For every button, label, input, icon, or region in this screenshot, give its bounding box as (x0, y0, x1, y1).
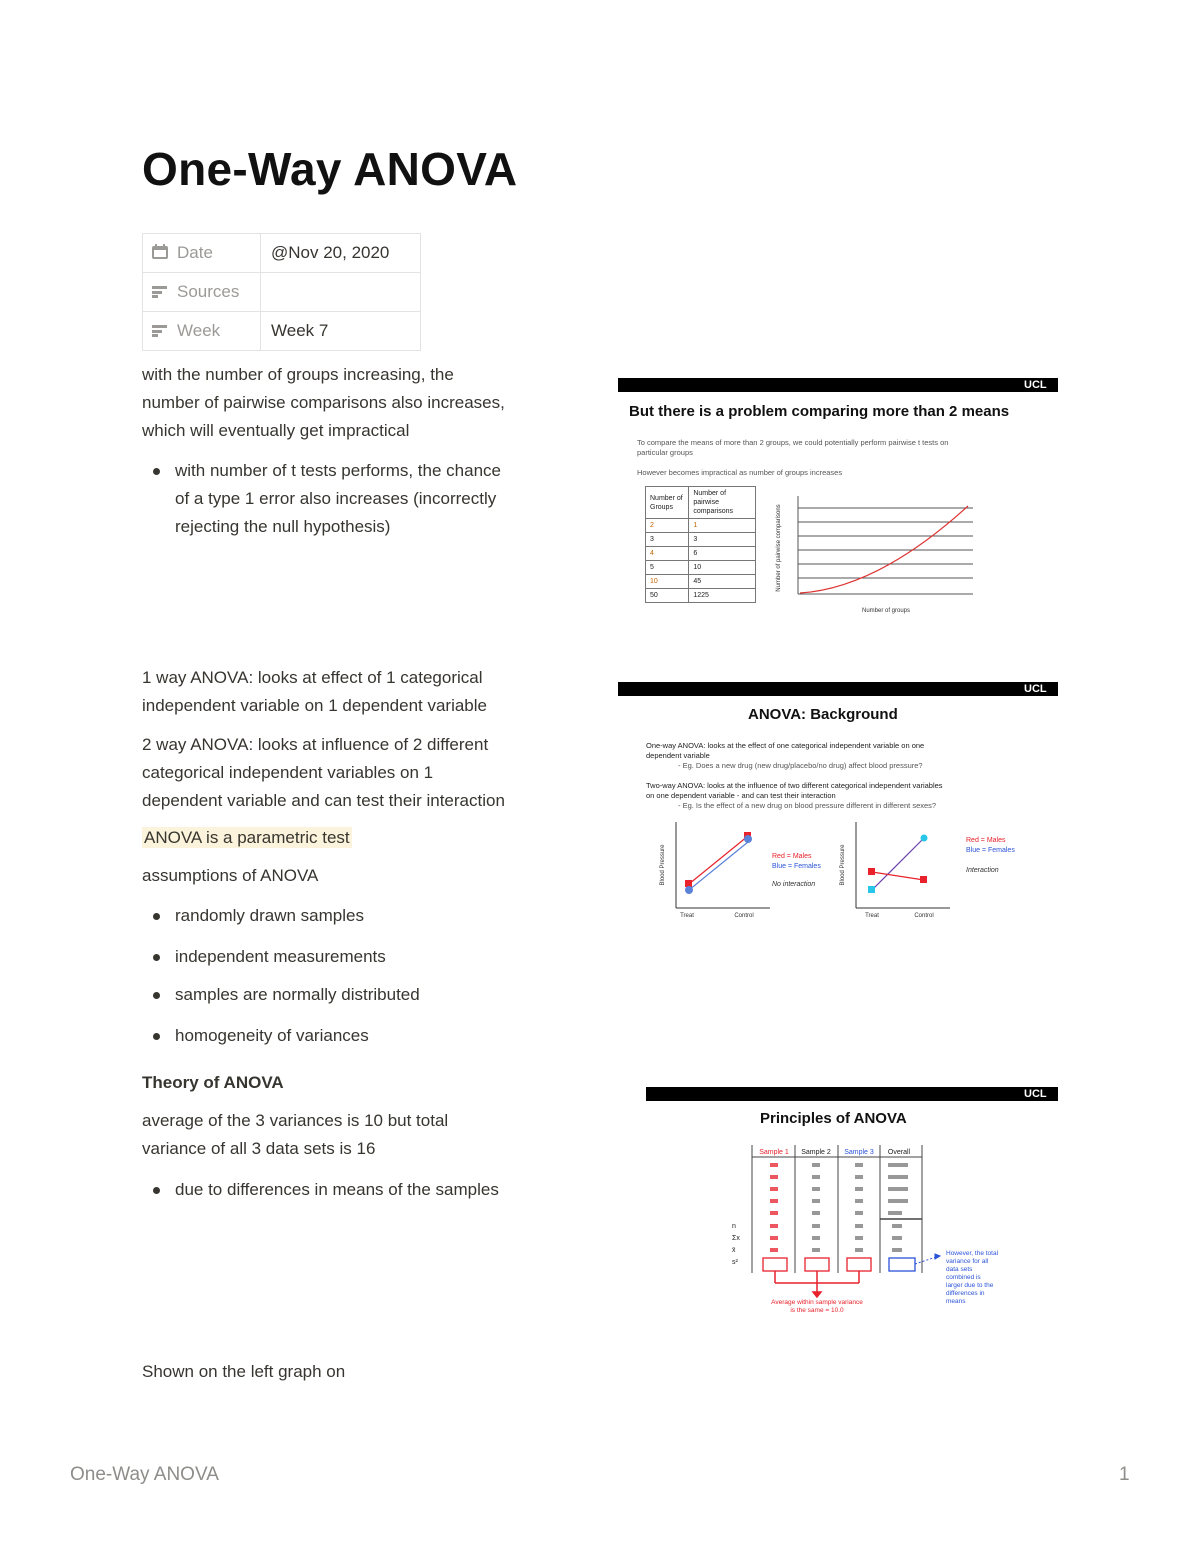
assumptions-heading: assumptions of ANOVA (142, 866, 319, 885)
calendar-icon (151, 244, 169, 260)
note-text: combined is (946, 1274, 981, 1281)
note-text: Average within sample variance (771, 1299, 863, 1306)
bullet-item: with number of t tests performs, the chance (175, 457, 501, 485)
property-value-date[interactable]: @Nov 20, 2020 (261, 234, 421, 273)
legend-text: Blue = Females (966, 847, 1015, 854)
page-title: One-Way ANOVA (142, 143, 518, 195)
plot-y-label: Blood Pressure (840, 844, 846, 886)
plot-x-tick: Control (734, 913, 754, 919)
slide-text: Two-way ANOVA: looks at the influence of two different categorical independent variables (646, 781, 943, 790)
slide-text: dependent variable (646, 751, 710, 760)
slide-text: - Eg. Is the effect of a new drug on blood pressure different in different sexes? (678, 801, 937, 810)
bullet-continuation: rejecting the null hypothesis) (175, 517, 391, 536)
table-cell: 1 (689, 519, 756, 533)
slide-header-bar (618, 682, 1058, 696)
row-label: n (732, 1223, 736, 1230)
bullet-item: randomly drawn samples (175, 902, 364, 930)
property-key-week (143, 312, 261, 351)
property-row-sources (143, 273, 421, 312)
interaction-plots (652, 820, 1052, 922)
paragraph-line: 2 way ANOVA: looks at influence of 2 different (142, 735, 489, 754)
property-key-label: Sources (177, 282, 240, 301)
row-label: Σx (732, 1235, 740, 1242)
slide-title: ANOVA: Background (748, 706, 898, 723)
bullet-item: independent measurements (175, 943, 386, 971)
slide-text: To compare the means of more than 2 groups, we could potentially perform pairwise t tests on (637, 438, 949, 447)
table-cell: 50 (646, 589, 689, 603)
section-heading: Theory of ANOVA (142, 1073, 284, 1092)
paragraph-line: categorical independent variables on 1 (142, 763, 434, 782)
note-text: variance for all (946, 1258, 989, 1265)
plot-y-label: Blood Pressure (660, 844, 666, 886)
table-cell: 45 (689, 575, 756, 589)
legend-text: No interaction (772, 881, 816, 888)
table-cell: 10 (646, 575, 689, 589)
slide-title: Principles of ANOVA (760, 1110, 907, 1127)
footer-title: One-Way ANOVA (70, 1464, 219, 1485)
table-cell: 1225 (689, 589, 756, 603)
table-cell: 3 (646, 533, 689, 547)
slide-text: However becomes impractical as number of groups increases (637, 468, 843, 477)
ucl-logo: UCL (1024, 683, 1047, 695)
legend-text: Interaction (966, 867, 999, 874)
table-header: Number of pairwise comparisons (689, 487, 756, 519)
property-key-sources (143, 273, 261, 312)
paragraph-line: independent variable on 1 dependent variable (142, 696, 487, 715)
sample-header: Overall (887, 1149, 911, 1156)
chart-x-label: Number of groups (861, 608, 911, 614)
slide-text: on one dependent variable - and can test their interaction (646, 791, 836, 800)
table-cell: 6 (689, 547, 756, 561)
table-cell: 10 (689, 561, 756, 575)
ucl-logo: UCL (1024, 1088, 1047, 1100)
property-value-week[interactable]: Week 7 (261, 312, 421, 351)
table-cell: 5 (646, 561, 689, 575)
property-value-sources[interactable] (261, 273, 421, 312)
note-text: is the same = 10.0 (790, 1307, 844, 1314)
highlighted-text-line (142, 824, 352, 852)
slide-text: One-way ANOVA: looks at the effect of one categorical independent variable on one (646, 741, 925, 750)
legend-text: Red = Males (772, 853, 812, 860)
note-text: data sets (946, 1266, 973, 1273)
text-lines-icon (151, 322, 169, 338)
sample-header: Sample 3 (844, 1149, 874, 1156)
slide-text: - Eg. Does a new drug (new drug/placebo/no drug) affect blood pressure? (678, 761, 923, 770)
paragraph-line: dependent variable and can test their interaction (142, 791, 505, 810)
property-row-week (143, 312, 421, 351)
row-label: s² (732, 1259, 738, 1266)
slide-image-principles (646, 1087, 1058, 1327)
chart-y-label: Number of pairwise comparisons (776, 504, 782, 592)
growth-chart (768, 488, 978, 616)
slide-text: particular groups (637, 448, 693, 457)
paragraph-line: Shown on the left graph on (142, 1362, 346, 1381)
highlighted-text: ANOVA is a parametric test (144, 828, 350, 847)
property-key-date (143, 234, 261, 273)
property-key-label: Date (177, 243, 213, 262)
slide-header-bar (618, 378, 1058, 392)
note-text: larger due to the (946, 1282, 994, 1289)
table-cell: 2 (646, 519, 689, 533)
page-number: 1 (1119, 1464, 1130, 1485)
note-text: differences in (946, 1290, 985, 1297)
table-header: Number of Groups (646, 487, 689, 519)
paragraph-line: which will eventually get impractical (142, 421, 410, 440)
legend-text: Blue = Females (772, 863, 821, 870)
paragraph-line: with the number of groups increasing, the (142, 365, 454, 384)
property-key-label: Week (177, 321, 221, 340)
sample-header: Sample 1 (759, 1149, 789, 1156)
bullet-item: due to differences in means of the samples (175, 1176, 499, 1204)
plot-x-tick: Treat (865, 913, 879, 919)
paragraph-line: variance of all 3 data sets is 16 (142, 1139, 376, 1158)
plot-x-tick: Control (914, 913, 934, 919)
slide-image-background (618, 682, 1058, 922)
property-row-date (143, 234, 421, 273)
bullet-item: homogeneity of variances (175, 1022, 369, 1050)
text-lines-icon (151, 283, 169, 299)
sample-header: Sample 2 (801, 1149, 831, 1156)
note-text: means (946, 1298, 966, 1305)
paragraph-line: number of pairwise comparisons also increases, (142, 393, 505, 412)
slide-header-bar (646, 1087, 1058, 1101)
table-cell: 4 (646, 547, 689, 561)
slide-image-comparisons (618, 378, 1058, 618)
properties-table (142, 233, 421, 351)
slide-title: But there is a problem comparing more than 2 means (629, 403, 1010, 420)
plot-x-tick: Treat (680, 913, 694, 919)
note-text: However, the total (946, 1250, 999, 1257)
legend-text: Red = Males (966, 837, 1006, 844)
paragraph-line: average of the 3 variances is 10 but total (142, 1111, 449, 1130)
table-cell: 3 (689, 533, 756, 547)
paragraph-line: 1 way ANOVA: looks at effect of 1 categorical (142, 668, 483, 687)
variance-table-figure (706, 1143, 1056, 1323)
row-label: x̄ (732, 1247, 736, 1254)
ucl-logo: UCL (1024, 379, 1047, 391)
comparisons-table (645, 486, 756, 603)
bullet-continuation: of a type 1 error also increases (incorrectly (175, 489, 497, 508)
bullet-item: samples are normally distributed (175, 981, 420, 1009)
